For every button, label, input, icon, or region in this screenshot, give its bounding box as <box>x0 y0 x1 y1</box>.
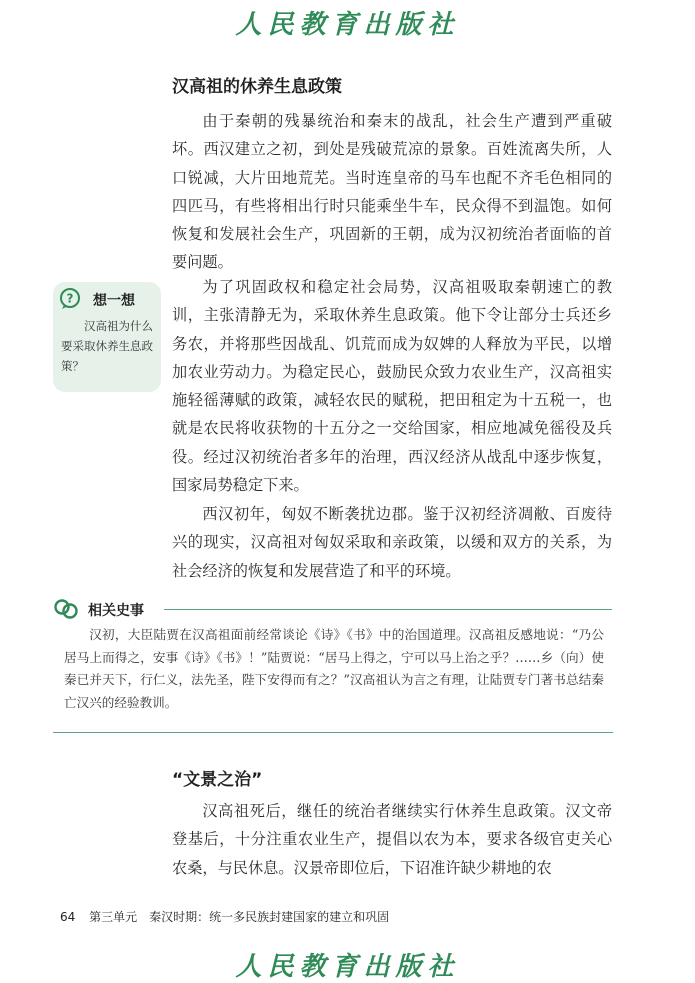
paragraph-3: 西汉初年，匈奴不断袭扰边郡。鉴于汉初经济凋敝、百废待兴的现实，汉高祖对匈奴采取和亲政策，以缓和双方的关系，为社会经济的恢复和发展营造了和平的环境。 <box>172 505 612 580</box>
page-footer <box>60 908 389 925</box>
page-number: 64 <box>60 910 76 924</box>
history-divider-top <box>164 609 612 610</box>
think-question: 汉高祖为什么要采取休养生息政策？ <box>61 319 153 373</box>
paragraph-2: 为了巩固政权和稳定社会局势，汉高祖吸取秦朝速亡的教训，主张清静无为，采取休养生息政策。他下令让部分士兵还乡务农，并将那些因战乱、饥荒而成为奴婢的人释放为平民，以增加农业劳动力。为稳定民心，鼓励民众致力农业生产，汉高祖实施轻徭薄赋的政策，减轻农民的赋税，把田租定为十五税一，也就是农民将收获物的十五分之一交给国家，相应地减免徭役及兵役。经过汉初统治者多年的治理，西汉经济从战乱中逐步恢复，国家局势稳定下来。 <box>172 278 612 495</box>
svg-text:?: ? <box>66 291 74 306</box>
history-text: 汉初，大臣陆贾在汉高祖面前经常谈论《诗》《书》中的治国道理。汉高祖反感地说：“乃公居马上而得之，安事《诗》《书》！”陆贾说：“居马上得之，宁可以马上治之乎？……乡（向）使秦已并天下，行仁义，法先圣，陛下安得而有之？”汉高祖认为言之有理，让陆贾专门著书总结秦亡汉兴的经验教训。 <box>64 627 604 711</box>
history-divider-bottom <box>53 732 613 733</box>
chapter-title: 第三单元 秦汉时期：统一多民族封建国家的建立和巩固 <box>89 910 390 924</box>
paragraph-1: 由于秦朝的残暴统治和秦末的战乱，社会生产遭到严重破坏。西汉建立之初，到处是残破荒凉的景象。百姓流离失所，人口锐减，大片田地荒芜。当时连皇帝的马车也配不齐毛色相同的四匹马，有些将相出行时只能乘坐牛车，民众得不到温饱。如何恢复和发展社会生产，巩固新的王朝，成为汉初统治者面临的首要问题。 <box>172 112 612 272</box>
question-bubble-icon <box>59 288 81 310</box>
think-title: 想一想 <box>93 293 135 309</box>
related-history-icon <box>54 598 78 620</box>
section-title-wenjing: “文景之治” <box>172 770 263 790</box>
publisher-logo-bottom: 人民教育出版社 <box>235 952 460 982</box>
paragraph-4: 汉高祖死后，继任的统治者继续实行休养生息政策。汉文帝登基后，十分注重农业生产，提倡以农为本，要求各级官吏关心农桑，与民休息。汉景帝即位后，下诏准许缺少耕地的农 <box>172 802 612 877</box>
think-box <box>53 282 161 392</box>
publisher-logo-top: 人民教育出版社 <box>235 10 460 40</box>
section-title-gaozu: 汉高祖的休养生息政策 <box>172 77 342 97</box>
history-title: 相关史事 <box>88 603 144 619</box>
